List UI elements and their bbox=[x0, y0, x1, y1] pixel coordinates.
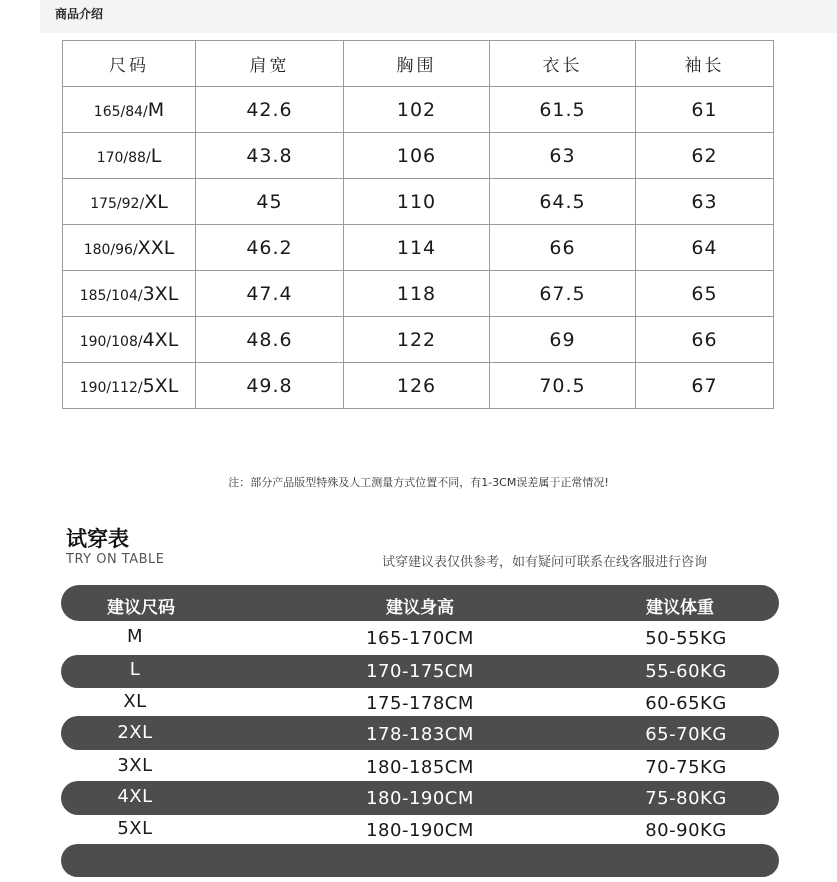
try-on-header-size: 建议尺码 bbox=[107, 598, 175, 618]
size-chart-table bbox=[62, 40, 774, 409]
table-row bbox=[63, 317, 774, 363]
try-on-weight: 55-60KG bbox=[645, 661, 727, 682]
size-cell bbox=[63, 87, 196, 133]
size-letters: L bbox=[150, 144, 162, 167]
try-on-height: 178-183CM bbox=[366, 724, 474, 745]
shoulder-cell: 46.2 bbox=[196, 225, 344, 271]
sleeve-cell: 62 bbox=[636, 133, 774, 179]
size-letters: 4XL bbox=[142, 328, 179, 351]
try-on-header-weight: 建议体重 bbox=[646, 598, 714, 618]
size-cell bbox=[63, 133, 196, 179]
size-header-size: 尺码 bbox=[63, 41, 196, 87]
length-cell: 63 bbox=[490, 133, 636, 179]
try-on-size: 2XL bbox=[117, 722, 153, 743]
size-prefix: 175/92/ bbox=[90, 195, 145, 212]
size-letters: XXL bbox=[137, 236, 175, 259]
table-row bbox=[63, 87, 774, 133]
top-header-bar bbox=[40, 0, 837, 33]
shoulder-cell: 43.8 bbox=[196, 133, 344, 179]
table-row bbox=[63, 225, 774, 271]
shoulder-cell: 49.8 bbox=[196, 363, 344, 409]
sleeve-cell: 61 bbox=[636, 87, 774, 133]
size-prefix: 185/104/ bbox=[79, 287, 143, 304]
shoulder-cell: 48.6 bbox=[196, 317, 344, 363]
sleeve-cell: 65 bbox=[636, 271, 774, 317]
try-on-height: 170-175CM bbox=[366, 661, 474, 682]
size-cell bbox=[63, 179, 196, 225]
try-on-header-height: 建议身高 bbox=[386, 598, 454, 618]
size-prefix: 180/96/ bbox=[83, 241, 138, 258]
size-prefix: 165/84/ bbox=[93, 103, 148, 120]
size-table-header-row bbox=[63, 41, 774, 87]
size-cell bbox=[63, 317, 196, 363]
try-on-height: 165-170CM bbox=[366, 628, 474, 649]
size-header-shoulder: 肩宽 bbox=[196, 41, 344, 87]
try-on-size: XL bbox=[123, 691, 147, 712]
shoulder-cell: 47.4 bbox=[196, 271, 344, 317]
sleeve-cell: 67 bbox=[636, 363, 774, 409]
size-prefix: 170/88/ bbox=[96, 149, 151, 166]
chest-cell: 118 bbox=[344, 271, 490, 317]
sleeve-cell: 63 bbox=[636, 179, 774, 225]
try-on-weight: 60-65KG bbox=[645, 693, 727, 714]
size-cell bbox=[63, 271, 196, 317]
try-on-weight: 50-55KG bbox=[645, 628, 727, 649]
try-on-subtitle: TRY ON TABLE bbox=[66, 552, 165, 567]
shoulder-cell: 42.6 bbox=[196, 87, 344, 133]
size-header-chest: 胸围 bbox=[344, 41, 490, 87]
table-row bbox=[63, 271, 774, 317]
measurement-note: 注：部分产品版型特殊及人工测量方式位置不同，有1-3CM误差属于正常情况! bbox=[228, 476, 609, 489]
chest-cell: 122 bbox=[344, 317, 490, 363]
size-prefix: 190/108/ bbox=[79, 333, 143, 350]
sleeve-cell: 66 bbox=[636, 317, 774, 363]
chest-cell: 126 bbox=[344, 363, 490, 409]
size-cell bbox=[63, 363, 196, 409]
try-on-size: M bbox=[126, 626, 144, 647]
shoulder-cell: 45 bbox=[196, 179, 344, 225]
try-on-size: 5XL bbox=[117, 818, 153, 839]
try-on-weight: 75-80KG bbox=[645, 788, 727, 809]
chest-cell: 110 bbox=[344, 179, 490, 225]
try-on-size: L bbox=[129, 659, 141, 680]
try-on-weight: 65-70KG bbox=[645, 724, 727, 745]
size-prefix: 190/112/ bbox=[79, 379, 143, 396]
size-header-length: 衣长 bbox=[490, 41, 636, 87]
chest-cell: 102 bbox=[344, 87, 490, 133]
size-letters: M bbox=[147, 98, 165, 121]
table-row bbox=[63, 179, 774, 225]
size-header-sleeve: 袖长 bbox=[636, 41, 774, 87]
try-on-description: 试穿建议表仅供参考，如有疑问可联系在线客服进行咨询 bbox=[382, 555, 708, 570]
sleeve-cell: 64 bbox=[636, 225, 774, 271]
page-title: 商品介绍 bbox=[55, 7, 104, 21]
length-cell: 64.5 bbox=[490, 179, 636, 225]
table-row bbox=[63, 133, 774, 179]
chest-cell: 106 bbox=[344, 133, 490, 179]
size-cell bbox=[63, 225, 196, 271]
try-on-height: 180-190CM bbox=[366, 820, 474, 841]
try-on-weight: 70-75KG bbox=[645, 757, 727, 778]
length-cell: 66 bbox=[490, 225, 636, 271]
try-on-size: 4XL bbox=[117, 786, 153, 807]
try-on-height: 175-178CM bbox=[366, 693, 474, 714]
try-on-height: 180-185CM bbox=[366, 757, 474, 778]
size-letters: 3XL bbox=[142, 282, 179, 305]
try-on-size: 3XL bbox=[117, 755, 153, 776]
length-cell: 67.5 bbox=[490, 271, 636, 317]
try-on-height: 180-190CM bbox=[366, 788, 474, 809]
table-row bbox=[63, 363, 774, 409]
length-cell: 61.5 bbox=[490, 87, 636, 133]
length-cell: 69 bbox=[490, 317, 636, 363]
chest-cell: 114 bbox=[344, 225, 490, 271]
row-stripe-bar bbox=[61, 844, 779, 877]
try-on-title: 试穿表 bbox=[66, 527, 129, 551]
size-letters: 5XL bbox=[142, 374, 179, 397]
try-on-weight: 80-90KG bbox=[645, 820, 727, 841]
size-letters: XL bbox=[144, 190, 168, 213]
length-cell: 70.5 bbox=[490, 363, 636, 409]
